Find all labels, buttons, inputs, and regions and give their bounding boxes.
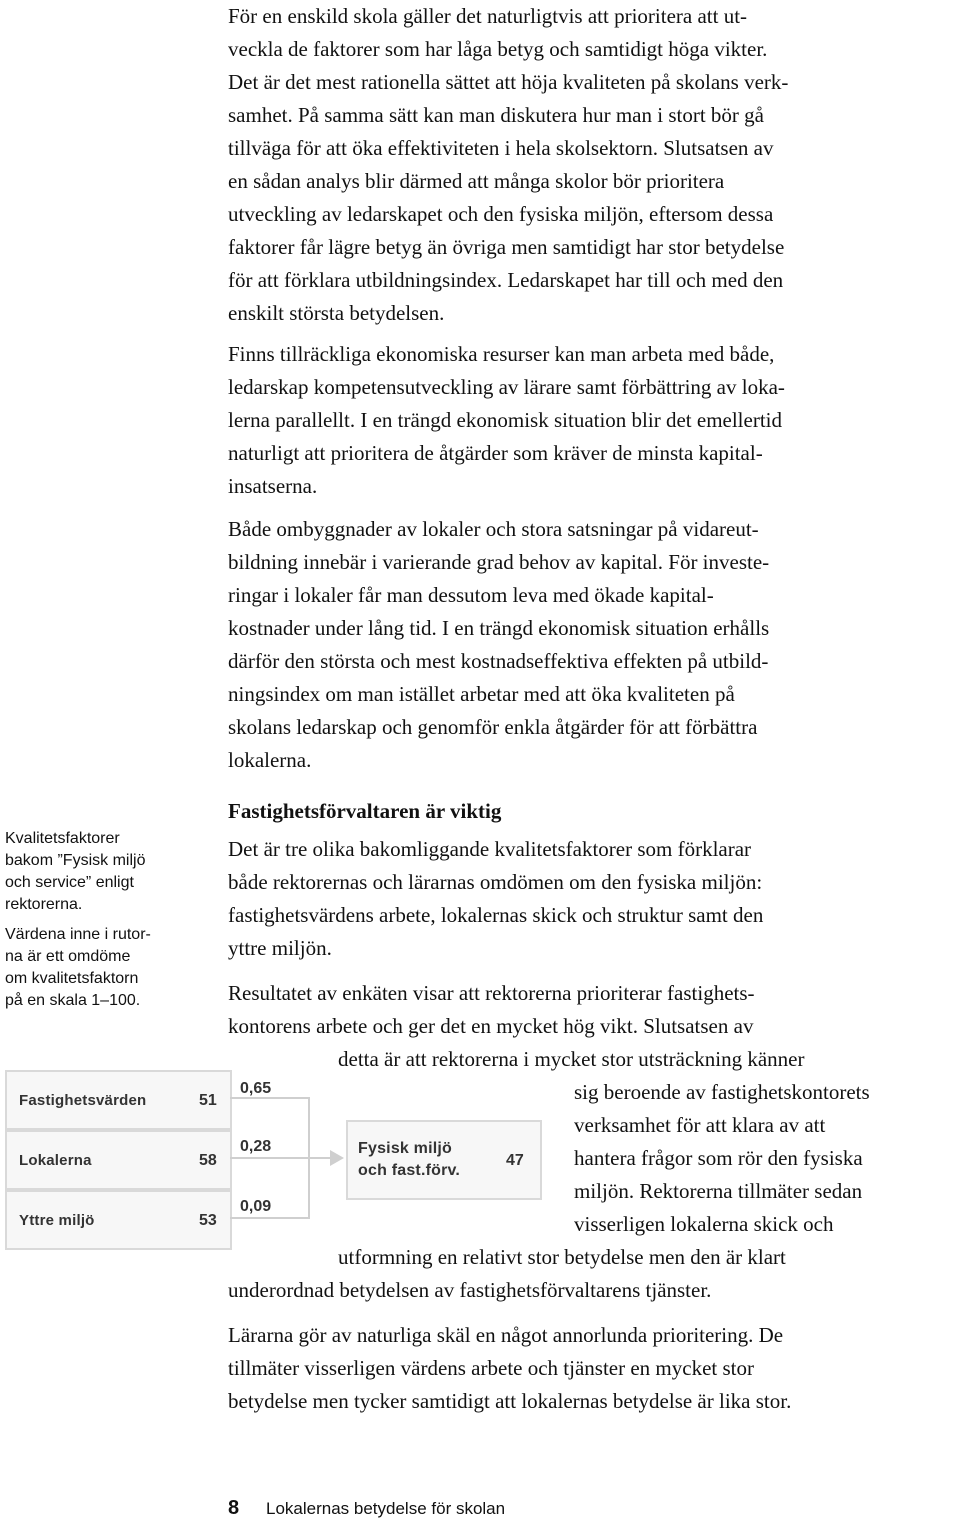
body-line: hantera frågor som rör den fysiska — [574, 1146, 863, 1170]
caption-line: na är ett omdöme — [5, 948, 131, 965]
factor-box-lokalerna — [5, 1130, 232, 1190]
factor-weight: 0,28 — [240, 1138, 272, 1155]
body-line: miljön. Rektorerna tillmäter sedan — [574, 1179, 863, 1203]
body-line: för att förklara utbildningsindex. Ledarskapet har till och med den — [228, 268, 784, 292]
factor-weight: 0,09 — [240, 1198, 272, 1215]
body-line: Resultatet av enkäten visar att rektorerna prioriterar fastighets- — [228, 981, 755, 1005]
body-line: ledarskap kompetensutveckling av lärare samt förbättring av loka- — [228, 375, 785, 399]
body-line: Finns tillräckliga ekonomiska resurser kan man arbeta med både, — [228, 342, 775, 366]
body-line: veckla de faktorer som har låga betyg och samtidigt höga vikter. — [228, 37, 768, 61]
target-box-fysisk-miljo — [346, 1120, 542, 1200]
body-line: betydelse men tycker samtidigt att lokalernas betydelse är lika stor. — [228, 1389, 792, 1413]
running-footer: Lokalernas betydelse för skolan — [266, 1499, 506, 1518]
body-line: tillväga för att öka effektiviteten i hela skolsektorn. Slutsatsen av — [228, 136, 774, 160]
factor-score: 53 — [199, 1212, 217, 1229]
caption-line: bakom ”Fysisk miljö — [5, 852, 146, 869]
factor-score: 51 — [199, 1092, 217, 1109]
body-line: För en enskild skola gäller det naturligtvis att prioritera att ut- — [228, 4, 748, 28]
body-line: naturligt att prioritera de åtgärder som kräver de minsta kapital- — [228, 441, 763, 465]
factor-label: Fastighetsvärden — [19, 1092, 147, 1109]
body-line: en sådan analys blir därmed att många skolor bör prioritera — [228, 169, 725, 193]
arrow-right-icon — [330, 1150, 344, 1166]
body-line: Det är tre olika bakomliggande kvalitetsfaktorer som förklarar — [228, 837, 752, 861]
caption-line: på en skala 1–100. — [5, 992, 141, 1009]
body-line: både rektorernas och lärarnas omdömen om den fysiska miljön: — [228, 870, 763, 894]
caption-line: Värdena inne i rutor- — [5, 926, 151, 943]
target-score: 47 — [506, 1152, 524, 1169]
body-line: därför den största och mest kostnadseffektiva effekten på utbild- — [228, 649, 769, 673]
target-label: och fast.förv. — [358, 1162, 461, 1179]
caption-line: om kvalitetsfaktorn — [5, 970, 139, 987]
body-line: insatserna. — [228, 474, 318, 498]
body-line: verksamhet för att klara av att — [574, 1113, 826, 1137]
body-line: utveckling av ledarskapet och den fysiska miljön, eftersom dessa — [228, 202, 774, 226]
factor-box-fastighetsvarden — [5, 1070, 232, 1130]
body-line: samhet. På samma sätt kan man diskutera hur man i stort bör gå — [228, 103, 764, 127]
caption-line: Kvalitetsfaktorer — [5, 830, 120, 847]
caption-line: rektorerna. — [5, 896, 83, 913]
factor-label: Lokalerna — [19, 1152, 92, 1169]
body-line: fastighetsvärdens arbete, lokalernas skick och struktur samt den — [228, 903, 764, 927]
body-line: faktorer får lägre betyg än övriga men samtidigt har stor betydelse — [228, 235, 785, 259]
body-line: bildning innebär i varierande grad behov av kapital. För investe- — [228, 550, 770, 574]
body-line: tillmäter visserligen värdens arbete och tjänster en mycket stor — [228, 1356, 754, 1380]
figure-caption — [5, 828, 151, 1012]
body-line: yttre miljön. — [228, 936, 332, 960]
body-line: ningsindex om man istället arbetar med att öka kvaliteten på — [228, 682, 735, 706]
caption-line: och service” enligt — [5, 874, 134, 891]
body-line: kostnader under lång tid. I en trängd ekonomisk situation erhålls — [228, 616, 770, 640]
body-line: utformning en relativt stor betydelse men den är klart — [338, 1245, 786, 1269]
connector-line — [230, 1157, 310, 1159]
factor-score: 58 — [199, 1152, 217, 1169]
body-line: enskilt största betydelsen. — [228, 301, 445, 325]
body-line: ringar i lokaler får man dessutom leva med ökade kapital- — [228, 583, 714, 607]
factor-label: Yttre miljö — [19, 1212, 95, 1229]
factor-box-yttre-miljo — [5, 1190, 232, 1250]
body-line: skolans ledarskap och genomför enkla åtgärder för att förbättra — [228, 715, 758, 739]
body-line: kontorens arbete och ger det en mycket hög vikt. Slutsatsen av — [228, 1014, 754, 1038]
body-line: detta är att rektorerna i mycket stor utsträckning känner — [338, 1047, 805, 1071]
connector-line — [230, 1217, 310, 1219]
section-heading: Fastighetsförvaltaren är viktig — [228, 799, 502, 823]
body-line: lokalerna. — [228, 748, 312, 772]
body-line: Både ombyggnader av lokaler och stora satsningar på vidareut- — [228, 517, 759, 541]
body-line: lerna parallellt. I en trängd ekonomisk situation blir det emellertid — [228, 408, 782, 432]
body-line: Lärarna gör av naturliga skäl en något annorlunda prioritering. De — [228, 1323, 784, 1347]
body-line: underordnad betydelsen av fastighetsförvaltarens tjänster. — [228, 1278, 712, 1302]
target-label: Fysisk miljö — [358, 1140, 452, 1157]
body-line: sig beroende av fastighetskontorets — [574, 1080, 870, 1104]
quality-factor-diagram — [0, 1070, 560, 1255]
factor-weight: 0,65 — [240, 1080, 272, 1097]
body-line: visserligen lokalerna skick och — [574, 1212, 834, 1236]
body-line: Det är det mest rationella sättet att höja kvaliteten på skolans verk- — [228, 70, 789, 94]
page-number: 8 — [228, 1497, 240, 1519]
